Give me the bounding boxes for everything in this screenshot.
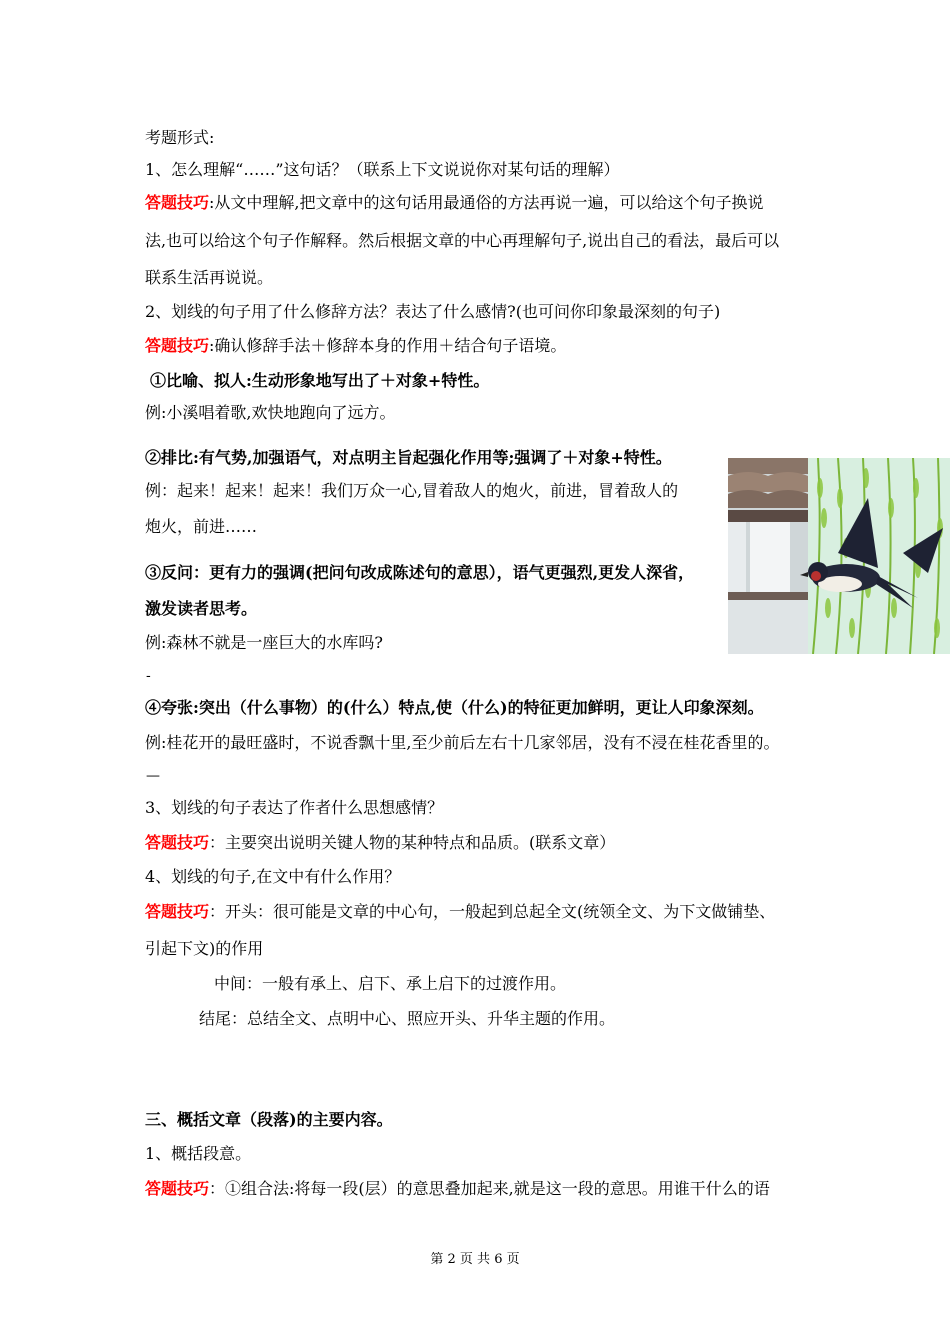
tip-text: ：主要突出说明关键人物的某种特点和品质。(联系文章） (209, 833, 616, 852)
tip-label: 答题技巧 (145, 193, 210, 212)
line-exam-form: 考题形式: (145, 128, 215, 147)
tip-label: 答题技巧 (145, 833, 210, 852)
tip-1-line-2: 法,也可以给这个句子作解释。然后根据文章的中心再理解句子,说出自己的看法，最后可以 (145, 231, 780, 250)
swallow-willow-picture (728, 458, 950, 654)
rhetoric-parallelism: ②排比:有气势,加强语气，对点明主旨起强化作用等;强调了＋对象+特性。 (145, 448, 672, 467)
question-1: 1、怎么理解“……”这句话？（联系上下文说说你对某句话的理解） (145, 160, 620, 179)
question-2: 2、划线的句子用了什么修辞方法？表达了什么感情?(也可问你印象最深刻的句子) (145, 302, 721, 321)
tip-text: ：开头：很可能是文章的中心句，一般起到总起全文(统领全文、为下文做铺垫、 (209, 902, 776, 921)
page-footer: 第 2 页 共 6 页 (430, 1252, 520, 1267)
example-question: 例:森林不就是一座巨大的水库吗? (145, 633, 383, 652)
question-4: 4、划线的句子,在文中有什么作用？ (145, 867, 401, 886)
section-3-heading: 三、概括文章（段落)的主要内容。 (145, 1110, 393, 1129)
example-metaphor: 例:小溪唱着歌,欢快地跑向了远方。 (145, 403, 396, 422)
example-parallelism-2: 炮火，前进…… (145, 517, 258, 536)
tip-2 (145, 336, 566, 356)
tip-label: 答题技巧 (145, 336, 210, 355)
swallow-illustration (728, 458, 950, 654)
tip-text: :从文中理解,把文章中的这句话用最通俗的方法再说一遍，可以给这个句子换说 (209, 193, 764, 212)
section-3-item-1: 1、概括段意。 (145, 1144, 252, 1163)
tip-4-middle: 中间：一般有承上、启下、承上启下的过渡作用。 (214, 974, 567, 993)
rhetoric-metaphor: ①比喻、拟人:生动形象地写出了＋对象+特性。 (150, 371, 490, 390)
tip-3 (145, 833, 615, 853)
tip-1-line-3: 联系生活再说说。 (145, 268, 274, 287)
tip-5 (145, 1179, 770, 1199)
example-parallelism-1: 例：起来！起来！起来！我们万众一心,冒着敌人的炮火，前进，冒着敌人的 (145, 481, 679, 500)
example-hyperbole: 例:桂花开的最旺盛时，不说香飘十里,至少前后左右十几家邻居，没有不浸在桂花香里的。 (145, 733, 780, 752)
tip-label: 答题技巧 (145, 902, 210, 921)
dash-mark: - (146, 668, 151, 684)
rhetoric-question-2: 激发读者思考。 (145, 599, 258, 618)
tip-label: 答题技巧 (145, 1179, 210, 1198)
question-3: 3、划线的句子表达了作者什么思想感情？ (145, 798, 444, 817)
tip-text: ：①组合法:将每一段(层）的意思叠加起来,就是这一段的意思。用谁干什么的语 (209, 1179, 770, 1198)
tip-4-ending: 结尾：总结全文、点明中心、照应开头、升华主题的作用。 (199, 1009, 616, 1028)
tip-1-line-1 (145, 193, 764, 213)
tip-4-line-2: 引起下文)的作用 (145, 939, 264, 958)
dash-mark: — (146, 768, 160, 784)
rhetoric-question-1: ③反问：更有力的强调(把问句改成陈述句的意思），语气更强烈,更发人深省， (145, 563, 695, 582)
tip-text: :确认修辞手法＋修辞本身的作用＋结合句子语境。 (209, 336, 567, 355)
rhetoric-hyperbole: ④夸张:突出（什么事物）的(什么）特点,使（什么)的特征更加鲜明，更让人印象深刻。 (145, 698, 764, 717)
tip-4-line-1 (145, 902, 775, 922)
